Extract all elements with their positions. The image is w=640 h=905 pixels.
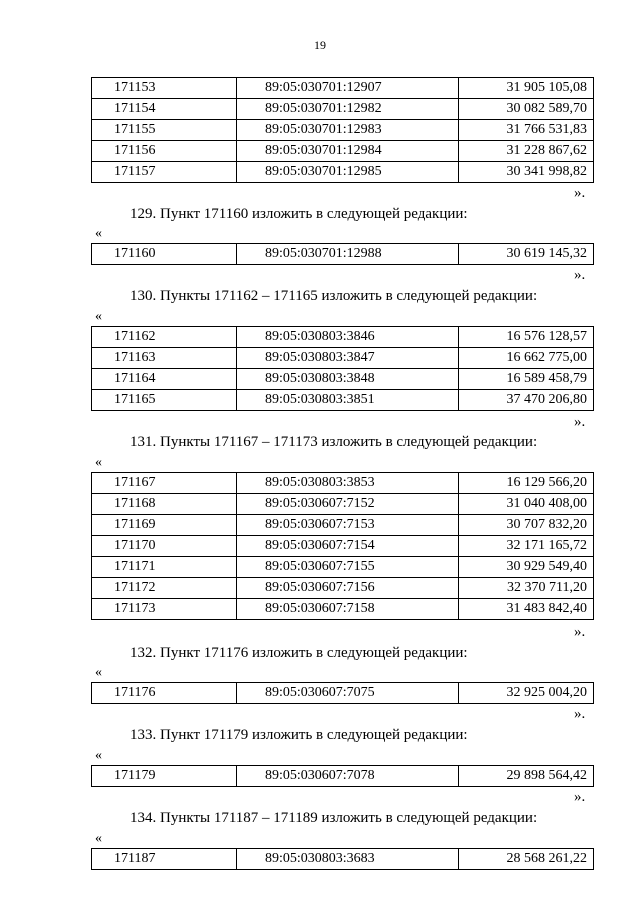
cadastral-number-cell: 89:05:030701:12982 xyxy=(237,99,459,120)
value-cell: 30 929 549,40 xyxy=(459,557,594,578)
table-row xyxy=(92,599,594,620)
table-row xyxy=(92,141,594,162)
cadastral-number-cell: 89:05:030803:3851 xyxy=(237,390,459,411)
table-row xyxy=(92,390,594,411)
cadastral-number-cell: 89:05:030701:12985 xyxy=(237,162,459,183)
value-cell: 16 576 128,57 xyxy=(459,327,594,348)
register-table xyxy=(91,326,594,411)
value-cell: 32 370 711,20 xyxy=(459,578,594,599)
value-cell: 30 082 589,70 xyxy=(459,99,594,120)
item-number-cell: 171160 xyxy=(92,244,237,265)
closing-quote: ». xyxy=(574,789,586,805)
register-table xyxy=(91,243,594,265)
item-number-cell: 171157 xyxy=(92,162,237,183)
item-number-cell: 171163 xyxy=(92,348,237,369)
closing-quote: ». xyxy=(574,414,586,430)
value-cell: 29 898 564,42 xyxy=(459,766,594,787)
value-cell: 28 568 261,22 xyxy=(459,849,594,870)
table-row xyxy=(92,557,594,578)
table-row xyxy=(92,327,594,348)
item-number-cell: 171168 xyxy=(92,494,237,515)
cadastral-number-cell: 89:05:030803:3846 xyxy=(237,327,459,348)
table-row xyxy=(92,162,594,183)
item-number-cell: 171153 xyxy=(92,78,237,99)
item-number-cell: 171154 xyxy=(92,99,237,120)
cadastral-number-cell: 89:05:030607:7075 xyxy=(237,683,459,704)
item-number-cell: 171173 xyxy=(92,599,237,620)
value-cell: 30 341 998,82 xyxy=(459,162,594,183)
value-cell: 31 483 842,40 xyxy=(459,599,594,620)
table-row xyxy=(92,473,594,494)
cadastral-number-cell: 89:05:030701:12984 xyxy=(237,141,459,162)
opening-quote: « xyxy=(95,309,102,324)
opening-quote: « xyxy=(95,748,102,763)
value-cell: 16 589 458,79 xyxy=(459,369,594,390)
amendment-heading: 132. Пункт 171176 изложить в следующей редакции: xyxy=(130,645,468,661)
value-cell: 30 707 832,20 xyxy=(459,515,594,536)
opening-quote: « xyxy=(95,226,102,241)
item-number-cell: 171164 xyxy=(92,369,237,390)
table-row xyxy=(92,99,594,120)
opening-quote: « xyxy=(95,455,102,470)
item-number-cell: 171167 xyxy=(92,473,237,494)
cadastral-number-cell: 89:05:030607:7158 xyxy=(237,599,459,620)
register-table xyxy=(91,472,594,620)
register-table xyxy=(91,765,594,787)
register-table xyxy=(91,77,594,183)
register-table xyxy=(91,848,594,870)
table-row xyxy=(92,78,594,99)
table-row xyxy=(92,120,594,141)
table-row xyxy=(92,578,594,599)
cadastral-number-cell: 89:05:030607:7153 xyxy=(237,515,459,536)
value-cell: 16 129 566,20 xyxy=(459,473,594,494)
cadastral-number-cell: 89:05:030607:7154 xyxy=(237,536,459,557)
cadastral-number-cell: 89:05:030607:7152 xyxy=(237,494,459,515)
table-row xyxy=(92,849,594,870)
cadastral-number-cell: 89:05:030701:12988 xyxy=(237,244,459,265)
cadastral-number-cell: 89:05:030803:3847 xyxy=(237,348,459,369)
cadastral-number-cell: 89:05:030607:7156 xyxy=(237,578,459,599)
value-cell: 37 470 206,80 xyxy=(459,390,594,411)
value-cell: 32 925 004,20 xyxy=(459,683,594,704)
cadastral-number-cell: 89:05:030803:3853 xyxy=(237,473,459,494)
page-number: 19 xyxy=(314,38,326,52)
value-cell: 31 905 105,08 xyxy=(459,78,594,99)
item-number-cell: 171176 xyxy=(92,683,237,704)
cadastral-number-cell: 89:05:030803:3683 xyxy=(237,849,459,870)
amendment-heading: 134. Пункты 171187 – 171189 изложить в следующей редакции: xyxy=(130,810,538,826)
item-number-cell: 171155 xyxy=(92,120,237,141)
table-row xyxy=(92,369,594,390)
opening-quote: « xyxy=(95,831,102,846)
table-row xyxy=(92,494,594,515)
cadastral-number-cell: 89:05:030701:12983 xyxy=(237,120,459,141)
value-cell: 30 619 145,32 xyxy=(459,244,594,265)
cadastral-number-cell: 89:05:030701:12907 xyxy=(237,78,459,99)
item-number-cell: 171187 xyxy=(92,849,237,870)
amendment-heading: 133. Пункт 171179 изложить в следующей редакции: xyxy=(130,727,468,743)
item-number-cell: 171170 xyxy=(92,536,237,557)
amendment-heading: 129. Пункт 171160 изложить в следующей редакции: xyxy=(130,206,468,222)
closing-quote: ». xyxy=(574,706,586,722)
table-row xyxy=(92,515,594,536)
table-row xyxy=(92,348,594,369)
item-number-cell: 171162 xyxy=(92,327,237,348)
table-row xyxy=(92,766,594,787)
value-cell: 16 662 775,00 xyxy=(459,348,594,369)
closing-quote: ». xyxy=(574,185,586,201)
cadastral-number-cell: 89:05:030607:7155 xyxy=(237,557,459,578)
table-row xyxy=(92,244,594,265)
item-number-cell: 171156 xyxy=(92,141,237,162)
item-number-cell: 171171 xyxy=(92,557,237,578)
cadastral-number-cell: 89:05:030803:3848 xyxy=(237,369,459,390)
item-number-cell: 171169 xyxy=(92,515,237,536)
cadastral-number-cell: 89:05:030607:7078 xyxy=(237,766,459,787)
table-row xyxy=(92,683,594,704)
closing-quote: ». xyxy=(574,624,586,640)
item-number-cell: 171172 xyxy=(92,578,237,599)
item-number-cell: 171179 xyxy=(92,766,237,787)
item-number-cell: 171165 xyxy=(92,390,237,411)
value-cell: 31 228 867,62 xyxy=(459,141,594,162)
value-cell: 31 766 531,83 xyxy=(459,120,594,141)
value-cell: 32 171 165,72 xyxy=(459,536,594,557)
opening-quote: « xyxy=(95,665,102,680)
closing-quote: ». xyxy=(574,267,586,283)
table-row xyxy=(92,536,594,557)
value-cell: 31 040 408,00 xyxy=(459,494,594,515)
amendment-heading: 130. Пункты 171162 – 171165 изложить в следующей редакции: xyxy=(130,288,538,304)
register-table xyxy=(91,682,594,704)
amendment-heading: 131. Пункты 171167 – 171173 изложить в следующей редакции: xyxy=(130,434,538,450)
